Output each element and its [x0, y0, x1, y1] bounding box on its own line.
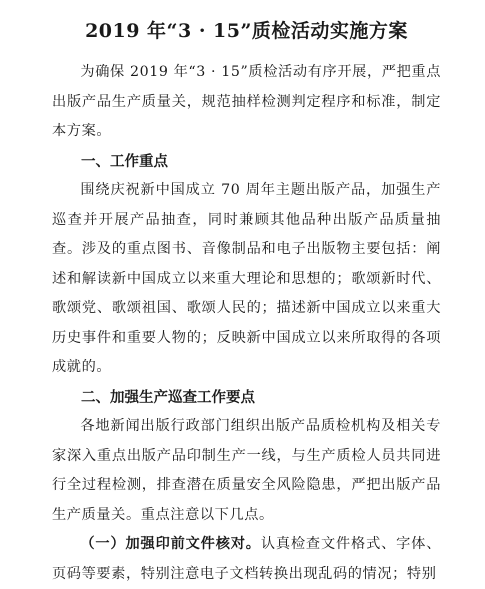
section-1-heading: 一、工作重点: [81, 152, 168, 170]
intro-paragraph: 为确保 2019 年“3 · 15”质检活动有序开展，严把重点出版产品生产质量关，规范抽样检测判定程序和标准，制定本方案。: [52, 64, 441, 139]
section-2-paragraph: 各地新闻出版行政部门组织出版产品质检机构及相关专家深入重点出版产品印制生产一线，与生产质检人员共同进行全过程检测，排查潜在质量安全风险隐患，严把出版产品生产质量关。重点注意以下几点。: [52, 418, 441, 523]
item-1-text: 认真检查文件格式、字体、页码等要素，特别注意电子文档转换出现乱码的情况；特别: [52, 536, 442, 582]
section-2-item-1: [52, 530, 441, 589]
item-1-lead: （一）加强印前文件核对。: [80, 536, 261, 552]
section-2-heading: 二、加强生产巡查工作要点: [81, 388, 255, 406]
section-1-paragraph: 围绕庆祝新中国成立 70 周年主题出版产品，加强生产巡查并开展产品抽查，同时兼顾其他品种出版产品质量抽查。涉及的重点图书、音像制品和电子出版物主要包括：阐述和解读新中国成立以来重大理论和思想的；歌颂新时代、歌颂党、歌颂祖国、歌颂人民的；描述新中国成立以来重大历史事件和重要人物的；反映新中国成立以来所取得的各项成就的。: [52, 182, 441, 375]
document-title: 2019 年“3 · 15”质检活动实施方案: [85, 20, 408, 42]
